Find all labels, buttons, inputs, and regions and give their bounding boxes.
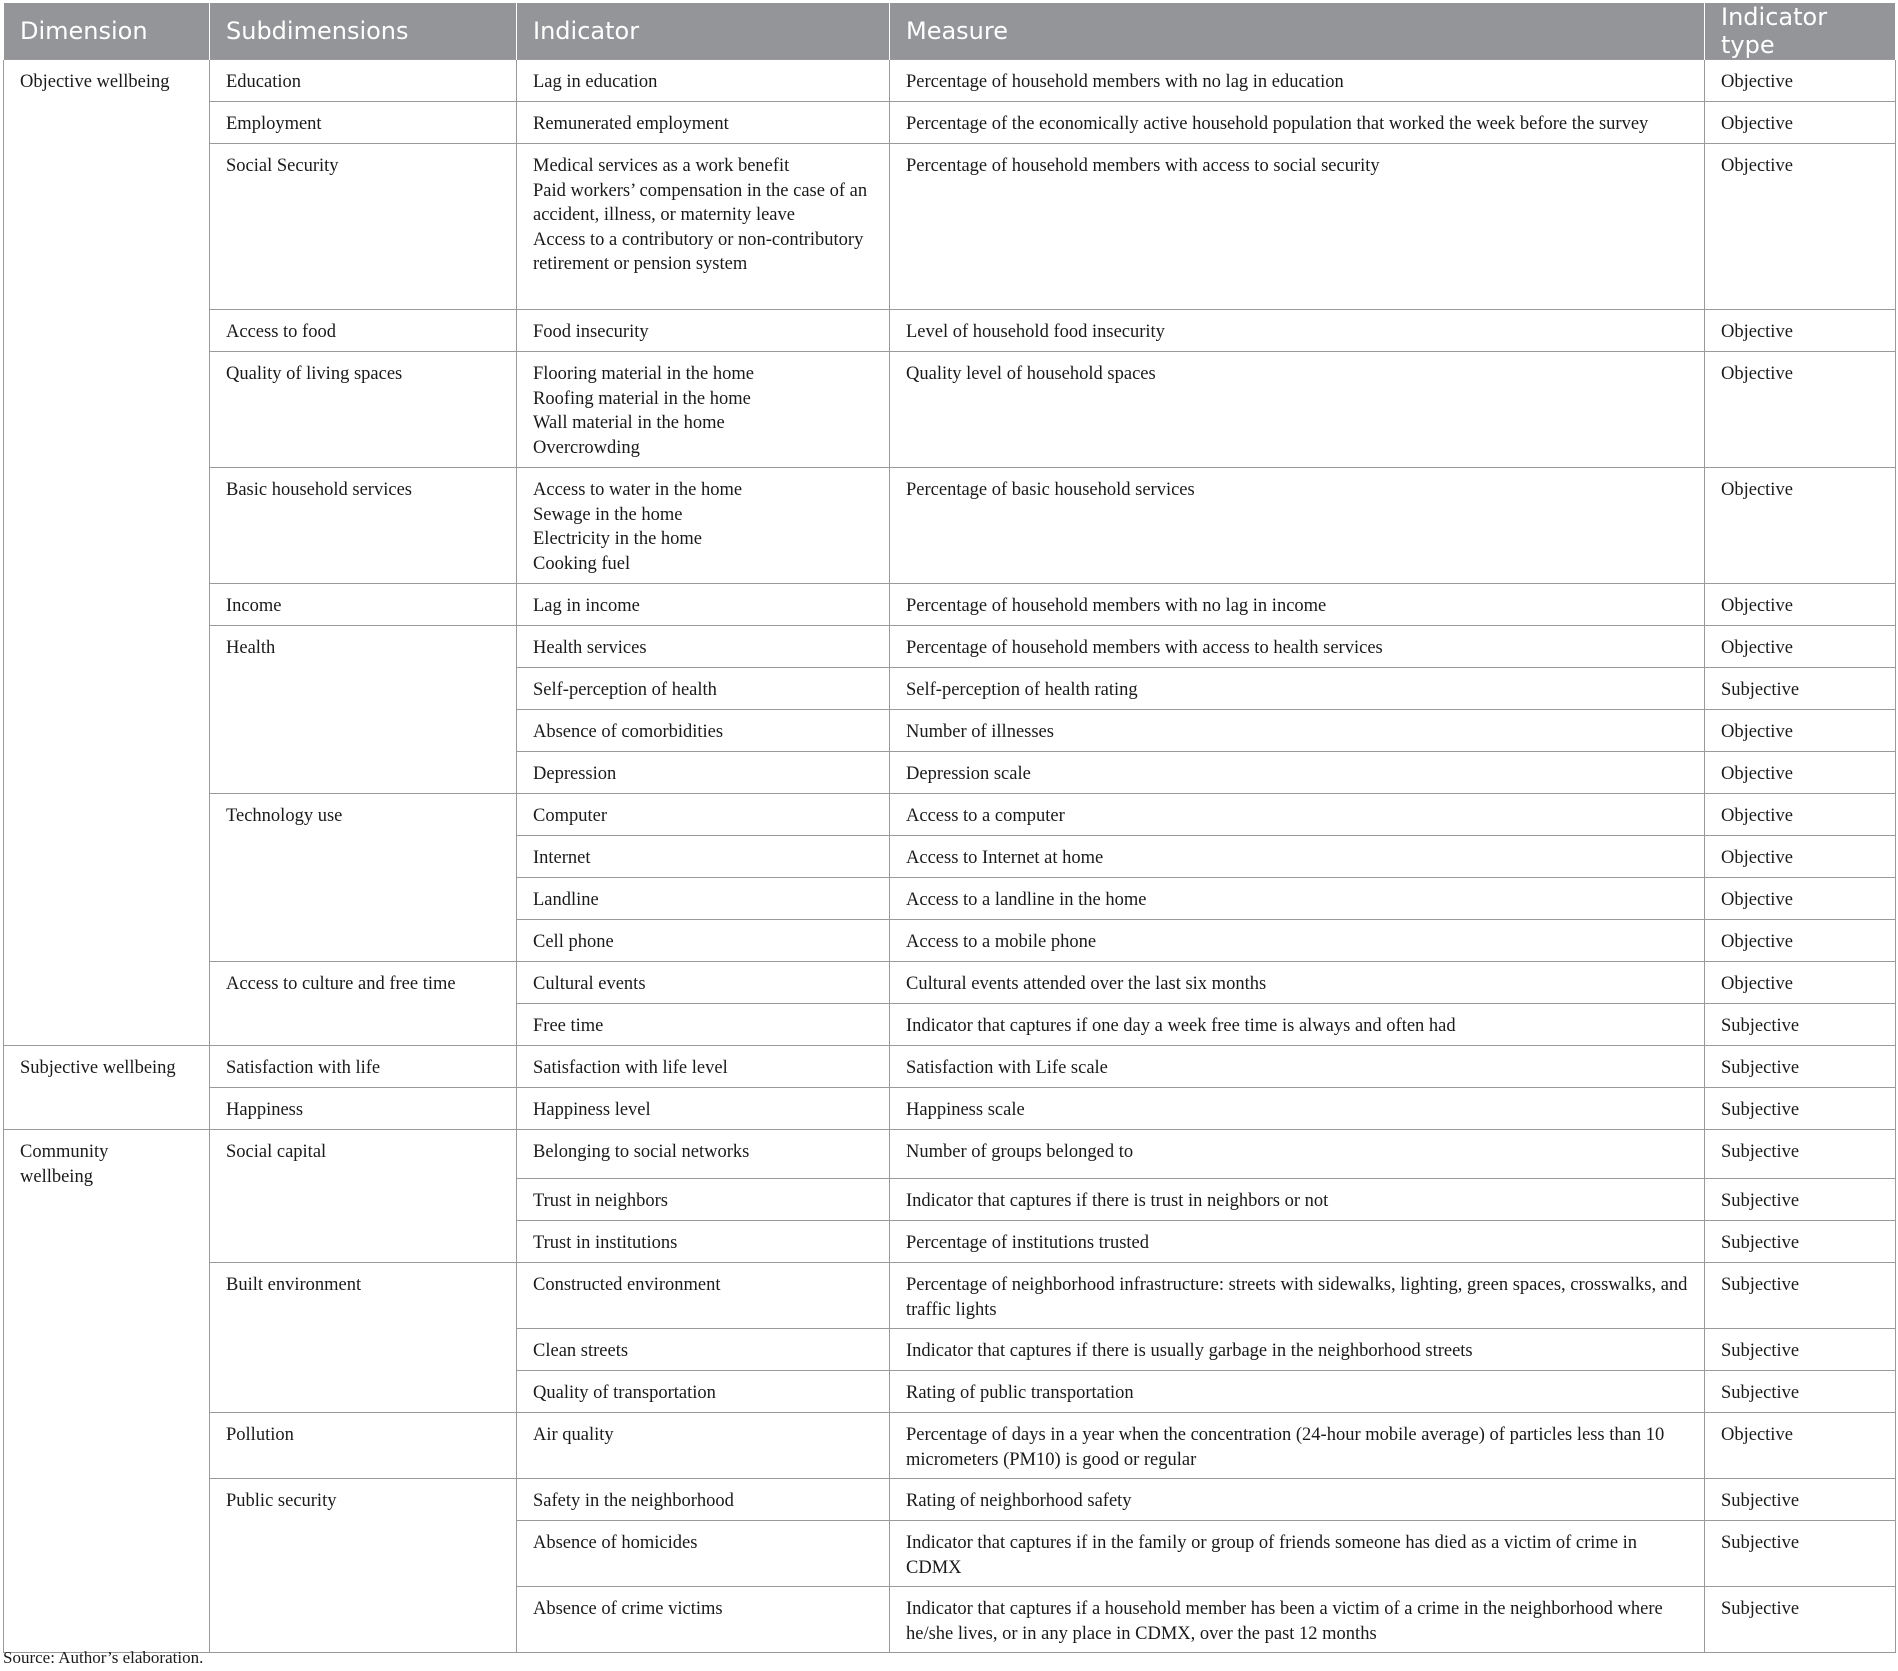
table-row: [4, 102, 1896, 144]
indicator-line: Medical services as a work benefit: [533, 156, 790, 176]
subdimension-cell: Quality of living spaces: [210, 352, 517, 468]
indicator-type-cell: Subjective: [1705, 1130, 1896, 1179]
subdimension-cell: Health: [210, 626, 517, 794]
indicator-cell: [517, 60, 890, 102]
measure-cell: Access to a landline in the home: [890, 878, 1705, 920]
indicator-type-cell: Subjective: [1705, 1004, 1896, 1046]
measure-cell: Percentage of institutions trusted: [890, 1221, 1705, 1263]
table-row: [4, 310, 1896, 352]
indicator-line: Overcrowding: [533, 437, 640, 458]
indicator-type-cell: Subjective: [1705, 1329, 1896, 1371]
table-row: [4, 352, 1896, 468]
subdimension-cell: Access to food: [210, 310, 517, 352]
indicator-type-cell: Objective: [1705, 626, 1896, 668]
indicator-line: Lag in education: [533, 72, 658, 92]
indicator-cell: [517, 752, 890, 794]
indicator-cell: [517, 1521, 890, 1587]
indicator-line: Landline: [533, 890, 599, 910]
indicator-line: Air quality: [533, 1425, 614, 1445]
header-dimension: Dimension: [4, 3, 210, 60]
indicator-line: Lag in income: [533, 596, 640, 616]
measure-cell: Access to Internet at home: [890, 836, 1705, 878]
indicator-type-cell: Objective: [1705, 352, 1896, 468]
indicator-line: Quality of transportation: [533, 1383, 716, 1403]
indicator-line: Constructed environment: [533, 1275, 721, 1295]
indicator-cell: [517, 144, 890, 310]
indicator-cell: [517, 1329, 890, 1371]
dimension-cell: Subjective wellbeing: [4, 1046, 210, 1130]
table-row: [4, 1046, 1896, 1088]
indicator-cell: [517, 1046, 890, 1088]
indicator-type-cell: Subjective: [1705, 668, 1896, 710]
indicator-line: Clean streets: [533, 1341, 629, 1361]
measure-cell: Number of groups belonged to: [890, 1130, 1705, 1179]
subdimension-cell: Happiness: [210, 1088, 517, 1130]
indicator-type-cell: Objective: [1705, 962, 1896, 1004]
indicator-cell: [517, 920, 890, 962]
measure-cell: Happiness scale: [890, 1088, 1705, 1130]
indicator-line: Self-perception of health: [533, 680, 717, 700]
indicator-line: Trust in institutions: [533, 1233, 678, 1253]
indicator-cell: [517, 710, 890, 752]
indicator-type-cell: Objective: [1705, 102, 1896, 144]
subdimension-cell: Social Security: [210, 144, 517, 310]
indicator-line: Cell phone: [533, 932, 614, 952]
subdimension-cell: Access to culture and free time: [210, 962, 517, 1046]
indicator-type-cell: Objective: [1705, 836, 1896, 878]
indicator-line: Trust in neighbors: [533, 1191, 669, 1211]
indicator-type-cell: Objective: [1705, 920, 1896, 962]
indicator-line: Access to a contributory or non-contributory retirement or pension system: [533, 229, 864, 274]
indicator-type-cell: Objective: [1705, 584, 1896, 626]
indicator-type-cell: Objective: [1705, 144, 1896, 310]
measure-cell: Cultural events attended over the last six months: [890, 962, 1705, 1004]
indicator-cell: [517, 668, 890, 710]
indicator-line: Absence of homicides: [533, 1533, 698, 1553]
measure-cell: Percentage of the economically active household population that worked the week before the survey: [890, 102, 1705, 144]
measure-cell: Percentage of household members with access to health services: [890, 626, 1705, 668]
indicator-line: Free time: [533, 1016, 604, 1036]
table-row: [4, 626, 1896, 668]
indicator-line: Belonging to social networks: [533, 1142, 750, 1162]
indicator-cell: [517, 1179, 890, 1221]
measure-cell: Level of household food insecurity: [890, 310, 1705, 352]
dimension-cell: Community wellbeing: [4, 1130, 210, 1653]
indicator-type-cell: Objective: [1705, 752, 1896, 794]
indicator-cell: [517, 102, 890, 144]
header-subdimensions: Subdimensions: [210, 3, 517, 60]
table-row: [4, 1479, 1896, 1521]
indicator-cell: [517, 878, 890, 920]
table-row: [4, 584, 1896, 626]
indicator-type-cell: Subjective: [1705, 1521, 1896, 1587]
indicator-cell: [517, 1130, 890, 1179]
indicator-cell: [517, 1371, 890, 1413]
table-row: [4, 60, 1896, 102]
measure-cell: Self-perception of health rating: [890, 668, 1705, 710]
indicator-line: Satisfaction with life level: [533, 1058, 728, 1078]
indicator-cell: [517, 352, 890, 468]
indicator-type-cell: Objective: [1705, 468, 1896, 584]
measure-cell: Quality level of household spaces: [890, 352, 1705, 468]
indicator-line: Sewage in the home: [533, 504, 683, 525]
indicator-type-cell: Subjective: [1705, 1221, 1896, 1263]
subdimension-cell: Built environment: [210, 1263, 517, 1413]
indicator-cell: [517, 584, 890, 626]
header-indicator: Indicator: [517, 3, 890, 60]
source-note: Source: Author’s elaboration.: [3, 1648, 204, 1667]
indicator-line: Absence of comorbidities: [533, 722, 724, 742]
indicator-cell: [517, 626, 890, 668]
measure-cell: Access to a computer: [890, 794, 1705, 836]
indicator-line: Remunerated employment: [533, 114, 729, 134]
table-row: [4, 794, 1896, 836]
indicator-cell: [517, 836, 890, 878]
subdimension-cell: Basic household services: [210, 468, 517, 584]
indicator-type-cell: Subjective: [1705, 1179, 1896, 1221]
measure-cell: Indicator that captures if in the family or group of friends someone has died as a victim of crime in CDMX: [890, 1521, 1705, 1587]
indicator-cell: [517, 1004, 890, 1046]
indicator-line: Happiness level: [533, 1100, 651, 1120]
table-container: [3, 3, 1895, 1653]
indicator-line: Paid workers’ compensation in the case of an accident, illness, or maternity leave: [533, 180, 868, 225]
wellbeing-indicators-table: [3, 3, 1896, 1653]
indicator-line: Internet: [533, 848, 591, 868]
indicator-cell: [517, 1413, 890, 1479]
indicator-line: Flooring material in the home: [533, 364, 754, 384]
indicator-line: Health services: [533, 638, 647, 658]
table-row: [4, 468, 1896, 584]
measure-cell: Rating of public transportation: [890, 1371, 1705, 1413]
indicator-type-cell: Subjective: [1705, 1371, 1896, 1413]
indicator-type-cell: Objective: [1705, 878, 1896, 920]
header-row: [4, 3, 1896, 60]
indicator-line: Access to water in the home: [533, 480, 743, 500]
indicator-type-cell: Subjective: [1705, 1088, 1896, 1130]
indicator-cell: [517, 1587, 890, 1653]
indicator-cell: [517, 1263, 890, 1329]
table-row: [4, 1413, 1896, 1479]
indicator-line: Wall material in the home: [533, 413, 725, 433]
indicator-type-cell: Subjective: [1705, 1046, 1896, 1088]
subdimension-cell: Employment: [210, 102, 517, 144]
subdimension-cell: Social capital: [210, 1130, 517, 1263]
measure-cell: Indicator that captures if there is trust in neighbors or not: [890, 1179, 1705, 1221]
subdimension-cell: Pollution: [210, 1413, 517, 1479]
indicator-cell: [517, 310, 890, 352]
header-measure: Measure: [890, 3, 1705, 60]
indicator-type-cell: Objective: [1705, 794, 1896, 836]
table-row: [4, 1263, 1896, 1329]
indicator-line: Electricity in the home: [533, 529, 703, 549]
indicator-type-cell: Objective: [1705, 710, 1896, 752]
indicator-line: Roofing material in the home: [533, 388, 751, 409]
indicator-line: Safety in the neighborhood: [533, 1491, 734, 1511]
indicator-line: Absence of crime victims: [533, 1599, 723, 1619]
subdimension-cell: Public security: [210, 1479, 517, 1653]
indicator-type-cell: Subjective: [1705, 1479, 1896, 1521]
indicator-cell: [517, 1479, 890, 1521]
measure-cell: Percentage of household members with no lag in education: [890, 60, 1705, 102]
indicator-line: Food insecurity: [533, 322, 649, 342]
indicator-cell: [517, 962, 890, 1004]
measure-cell: Percentage of household members with no lag in income: [890, 584, 1705, 626]
subdimension-cell: Satisfaction with life: [210, 1046, 517, 1088]
table-row: [4, 1088, 1896, 1130]
indicator-cell: [517, 1221, 890, 1263]
header-indicator-type: Indicator type: [1705, 3, 1896, 60]
subdimension-cell: Technology use: [210, 794, 517, 962]
measure-cell: Access to a mobile phone: [890, 920, 1705, 962]
measure-cell: Indicator that captures if there is usually garbage in the neighborhood streets: [890, 1329, 1705, 1371]
measure-cell: Rating of neighborhood safety: [890, 1479, 1705, 1521]
measure-cell: Satisfaction with Life scale: [890, 1046, 1705, 1088]
indicator-type-cell: Objective: [1705, 60, 1896, 102]
measure-cell: Indicator that captures if a household member has been a victim of a crime in the neighborhood where he/she lives, or in any place in CDMX, over the past 12 months: [890, 1587, 1705, 1653]
indicator-type-cell: Objective: [1705, 310, 1896, 352]
indicator-line: Depression: [533, 764, 617, 784]
table-row: [4, 144, 1896, 310]
measure-cell: Percentage of neighborhood infrastructure: streets with sidewalks, lighting, green spaces, crosswalks, and traffic lights: [890, 1263, 1705, 1329]
table-row: [4, 962, 1896, 1004]
measure-cell: Percentage of days in a year when the concentration (24-hour mobile average) of particles less than 10 micrometers (PM10) is good or regular: [890, 1413, 1705, 1479]
measure-cell: Number of illnesses: [890, 710, 1705, 752]
indicator-cell: [517, 794, 890, 836]
indicator-type-cell: Subjective: [1705, 1587, 1896, 1653]
dimension-cell: Objective wellbeing: [4, 60, 210, 1046]
indicator-cell: [517, 468, 890, 584]
indicator-line: Cultural events: [533, 974, 646, 994]
table-row: [4, 1130, 1896, 1179]
indicator-type-cell: Subjective: [1705, 1263, 1896, 1329]
measure-cell: Indicator that captures if one day a week free time is always and often had: [890, 1004, 1705, 1046]
indicator-line: Cooking fuel: [533, 553, 631, 574]
indicator-cell: [517, 1088, 890, 1130]
indicator-line: Computer: [533, 806, 607, 826]
measure-cell: Percentage of household members with access to social security: [890, 144, 1705, 310]
subdimension-cell: Income: [210, 584, 517, 626]
table-body: [4, 60, 1896, 1653]
measure-cell: Depression scale: [890, 752, 1705, 794]
subdimension-cell: Education: [210, 60, 517, 102]
measure-cell: Percentage of basic household services: [890, 468, 1705, 584]
indicator-type-cell: Objective: [1705, 1413, 1896, 1479]
